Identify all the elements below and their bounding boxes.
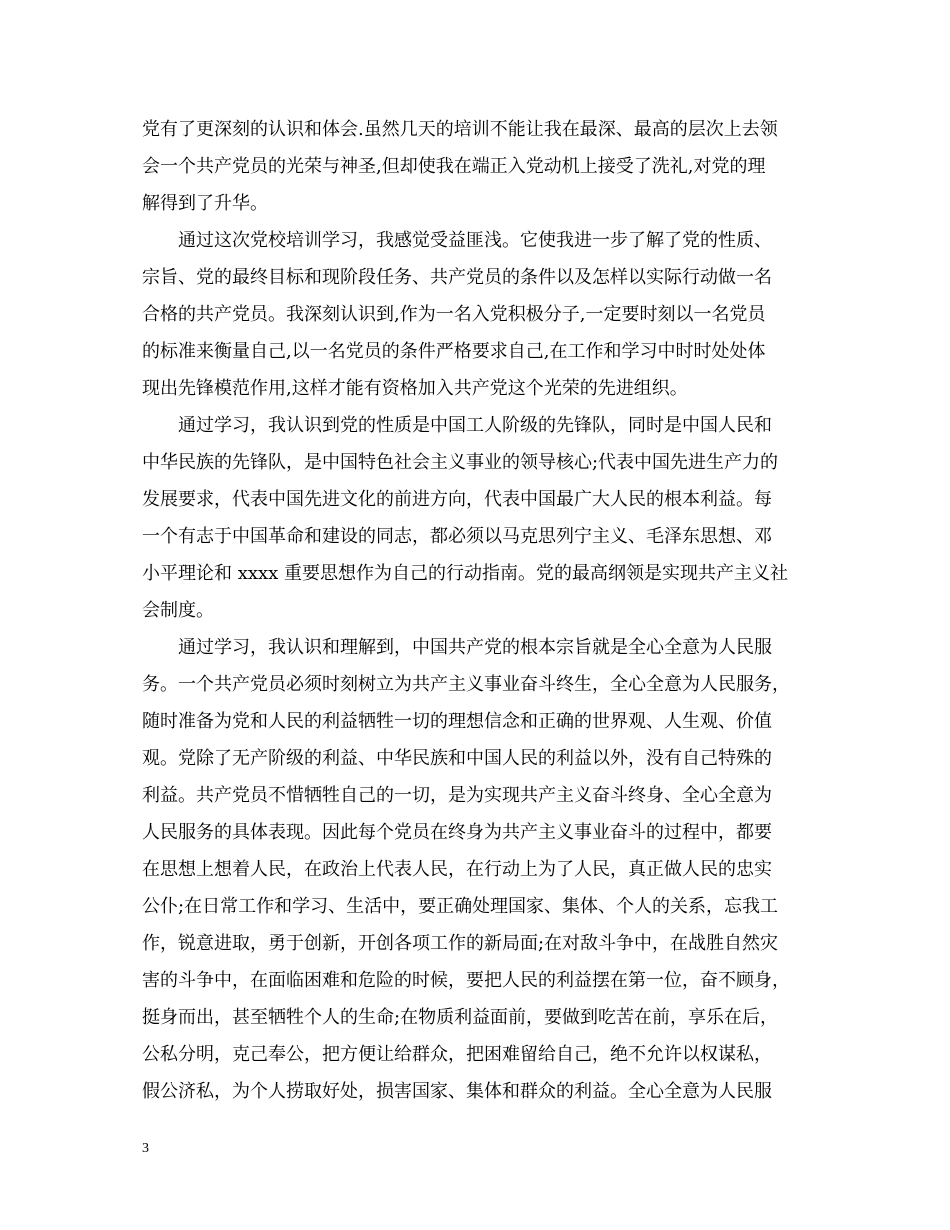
paragraph-line: 害的斗争中，在面临困难和危险的时候，要把人民的利益摆在第一位，奋不顾身，: [142, 970, 790, 991]
paragraph-line: 公私分明，克己奉公，把方便让给群众，把困难留给自己，绝不允许以权谋私，: [142, 1044, 772, 1065]
page-number: 3: [142, 1141, 149, 1156]
paragraph-line: 小平理论和 xxxx 重要思想作为自己的行动指南。党的最高纲领是实现共产主义社: [142, 563, 789, 584]
paragraph-line: 观。党除了无产阶级的利益、中华民族和中国人民的利益以外，没有自己特殊的: [142, 748, 772, 769]
paragraph-line: 会制度。: [142, 600, 214, 621]
paragraph-line: 通过这次党校培训学习，我感觉受益匪浅。它使我进一步了解了党的性质、: [178, 230, 772, 251]
paragraph-line: 发展要求，代表中国先进文化的前进方向，代表中国最广大人民的根本利益。每: [142, 489, 772, 510]
paragraph-line: 会一个共产党员的光荣与神圣,但却使我在端正入党动机上接受了洗礼,对党的理: [142, 156, 766, 177]
paragraph-line: 一个有志于中国革命和建设的同志，都必须以马克思列宁主义、毛泽东思想、邓: [142, 526, 772, 547]
paragraph-line: 通过学习，我认识和理解到，中国共产党的根本宗旨就是全心全意为人民服: [178, 637, 772, 658]
paragraph-line: 公仆;在日常工作和学习、生活中，要正确处理国家、集体、个人的关系，忘我工: [142, 896, 779, 917]
paragraph-line: 随时准备为党和人民的利益牺牲一切的理想信念和正确的世界观、人生观、价值: [142, 711, 772, 732]
paragraph-line: 在思想上想着人民，在政治上代表人民，在行动上为了人民，真正做人民的忠实: [142, 859, 772, 880]
paragraph-line: 人民服务的具体表现。因此每个党员在终身为共产主义事业奋斗的过程中，都要: [142, 822, 772, 843]
paragraph-line: 中华民族的先锋队，是中国特色社会主义事业的领导核心;代表中国先进生产力的: [142, 452, 779, 473]
paragraph-line: 的标准来衡量自己,以一名党员的条件严格要求自己,在工作和学习中时时处处体: [142, 341, 766, 362]
paragraph-line: 解得到了升华。: [142, 193, 268, 214]
paragraph-line: 现出先锋模范作用,这样才能有资格加入共产党这个光荣的先进组织。: [142, 378, 688, 399]
paragraph-line: 宗旨、党的最终目标和现阶段任务、共产党员的条件以及怎样以实际行动做一名: [142, 267, 772, 288]
paragraph-line: 务。一个共产党员必须时刻树立为共产主义事业奋斗终生，全心全意为人民服务，: [142, 674, 790, 695]
paragraph-line: 党有了更深刻的认识和体会.虽然几天的培训不能让我在最深、最高的层次上去领: [142, 119, 778, 140]
paragraph-line: 利益。共产党员不惜牺牲自己的一切，是为实现共产主义奋斗终身、全心全意为: [142, 785, 772, 806]
paragraph-line: 挺身而出，甚至牺牲个人的生命;在物质利益面前，要做到吃苦在前，享乐在后，: [142, 1007, 779, 1028]
paragraph-line: 合格的共产党员。我深刻认识到,作为一名入党积极分子,一定要时刻以一名党员: [142, 304, 766, 325]
paragraph-line: 假公济私，为个人捞取好处，损害国家、集体和群众的利益。全心全意为人民服: [142, 1081, 772, 1102]
paragraph-line: 通过学习，我认识到党的性质是中国工人阶级的先锋队，同时是中国人民和: [178, 415, 772, 436]
paragraph-line: 作，锐意进取，勇于创新，开创各项工作的新局面;在对敌斗争中，在战胜自然灾: [142, 933, 779, 954]
